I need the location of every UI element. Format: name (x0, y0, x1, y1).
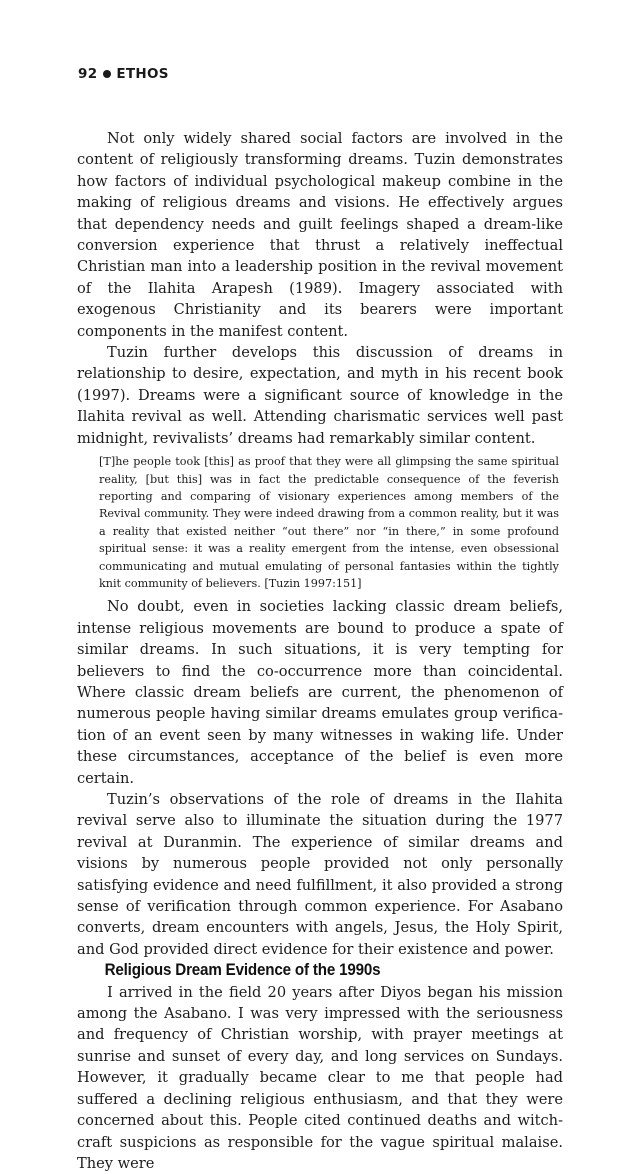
paragraph-4: Tuzin’s observations of the role of dreams in the Ilahita revival serve also to illuminate the situation during the 1977 revival at Duranmin. The experience of similar dreams and visions by numerous people provided not only personally satisfying evidence and need fulfillment, it also provided a strong sense of verification through common experience. For Asabano converts, dream encounters with angels, Jesus, the Holy Spirit, and God provided direct evidence for their existence and power. (77, 791, 563, 958)
page-number: 92 (78, 66, 98, 82)
paragraph-3: No doubt, even in societies lacking classic dream beliefs, intense religious movements are bound to produce a spate of similar dreams. In such situations, it is very tempting for believers to find the co-occurrence more than coincidental. Where classic dream beliefs are current, the phenomenon of numerous people having similar dreams emulates group verification of an event seen by many witnesses in waking life. Under these circumstances, acceptance of the belief is even more certain. (77, 598, 563, 787)
paragraph-5: I arrived in the field 20 years after Diyos began his mission among the Asabano. I was very impressed with the seriousness and frequency of Christian worship, with prayer meetings at sunrise and sunset of every day, and long services on Sundays. However, it gradually became clear to me that people had suffered a declining religious enthusiasm, and that they were concerned about this. People cited continued deaths and witchcraft suspicions as responsible for the vague spiritual malaise. They were (77, 983, 563, 1172)
journal-title: ETHOS (116, 66, 169, 82)
body-text (77, 128, 563, 1174)
bullet-icon (103, 70, 111, 78)
paragraph-1: Not only widely shared social factors are involved in the content of religiously transforming dreams. Tuzin demonstrates how factors of individual psychological makeup combine in the making of religious dreams and visions. He effectively argues that dependency needs and guilt feelings shaped a dream-like conversion experience that thrust a relatively ineffectual Christian man into a leadership position in the revival movement of the Ilahita Arapesh (1989). Imagery associated with exogenous Christianity and its bearers were important components in the manifest content. (77, 130, 563, 340)
section-heading: Religious Dream Evidence of the 1990s (104, 961, 381, 980)
block-quote: [T]he people took [this] as proof that they were all glimpsing the same spiritual reality, [but this] was in fact the predictable consequence of the feverish reporting and comparing of visionary experiences among members of the Revival community. They were indeed drawing from a common reality, but it was a reality that existed neither “out there” nor “in there,” in some profound spiritual sense: it was a reality emergent from the intense, even obsessional communicating and mutual emulating of personal fantasies within the tightly knit community of believers. [Tuzin 1997:151] (99, 455, 559, 590)
running-head (78, 66, 169, 82)
paragraph-2: Tuzin further develops this discussion of dreams in relationship to desire, expectation, and myth in his recent book (1997). Dreams were a significant source of knowledge in the Ilahita revival as well. Attending charismatic services well past midnight, revivalists’ dreams had remarkably similar content. (77, 344, 563, 447)
